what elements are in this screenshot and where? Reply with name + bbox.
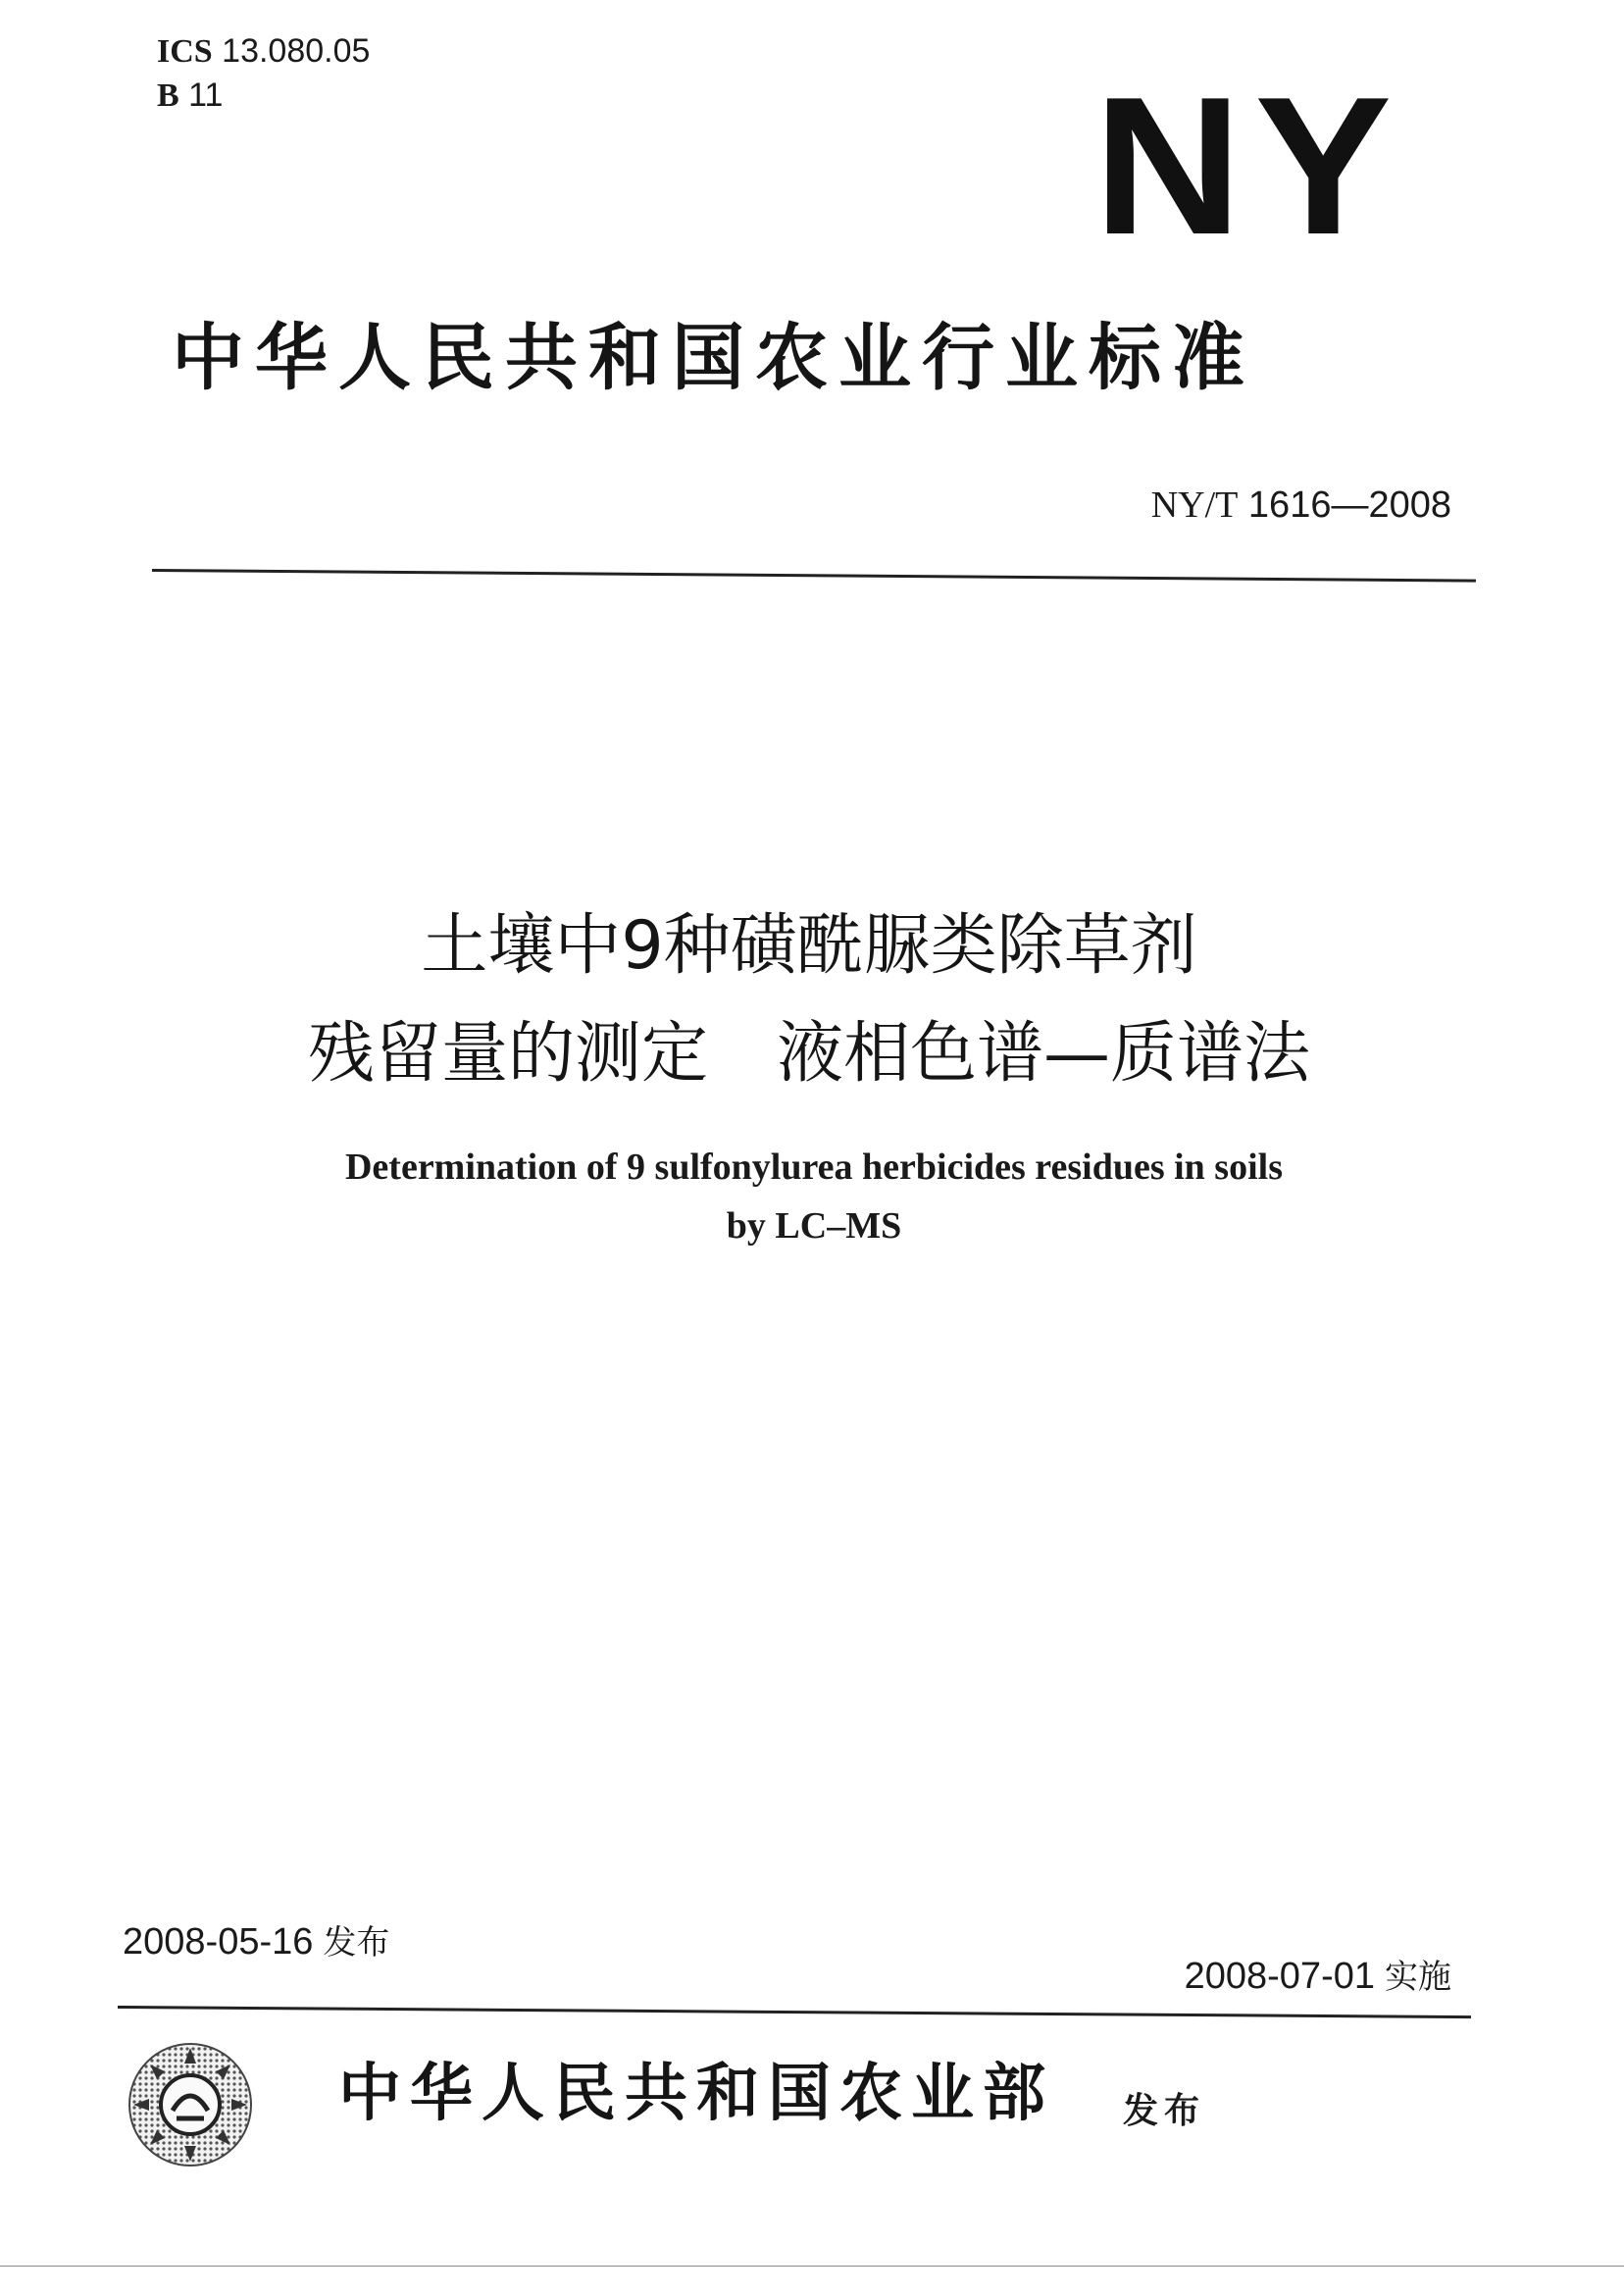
- ny-logo: NY: [1093, 57, 1404, 276]
- footer-divider: [118, 2006, 1471, 2018]
- ics-line: [157, 29, 370, 74]
- implement-date-value: 2008-07-01: [1184, 1956, 1375, 1997]
- publisher-name: 中华人民共和国农业部: [338, 2057, 1054, 2130]
- title-en: [245, 1138, 1383, 1255]
- standard-code: 1616—2008: [1247, 484, 1451, 526]
- ccs-label: B: [157, 77, 179, 114]
- title-cn-line1: 土壤中9种磺酰脲类除草剂: [421, 907, 1197, 985]
- standard-number: [1079, 481, 1451, 530]
- implement-date: [1059, 1952, 1451, 2002]
- ics-label: ICS: [157, 33, 213, 70]
- title-cn-line2: [196, 1000, 1422, 1108]
- title-en-line2: by LC–MS: [726, 1205, 902, 1247]
- ccs-line: [157, 74, 370, 118]
- issue-date: [123, 1917, 389, 1967]
- header-divider: [152, 569, 1476, 583]
- title-cn: [196, 892, 1422, 1108]
- implement-word: 实施: [1385, 1958, 1451, 1997]
- title-en-line1: Determination of 9 sulfonylurea herbicides residues in soils: [344, 1147, 1283, 1188]
- title-cn-line2-part2: 液相色谱—质谱法: [777, 1015, 1311, 1093]
- ccs-code: 11: [188, 76, 224, 114]
- issue-word: 发布: [323, 1923, 390, 1963]
- title-cn-line2-part1: 残留量的测定: [307, 1015, 708, 1093]
- ics-code: 13.080.05: [222, 32, 371, 70]
- page-bottom-line: [0, 2266, 1624, 2267]
- ministry-emblem-icon: [126, 2040, 255, 2169]
- series-title: 中华人民共和国农业行业标准: [172, 316, 1255, 400]
- publisher-word: 发布: [1123, 2091, 1206, 2131]
- classification-codes: [157, 29, 370, 118]
- issue-date-value: 2008-05-16: [123, 1921, 314, 1963]
- standard-prefix: NY/T: [1150, 484, 1239, 526]
